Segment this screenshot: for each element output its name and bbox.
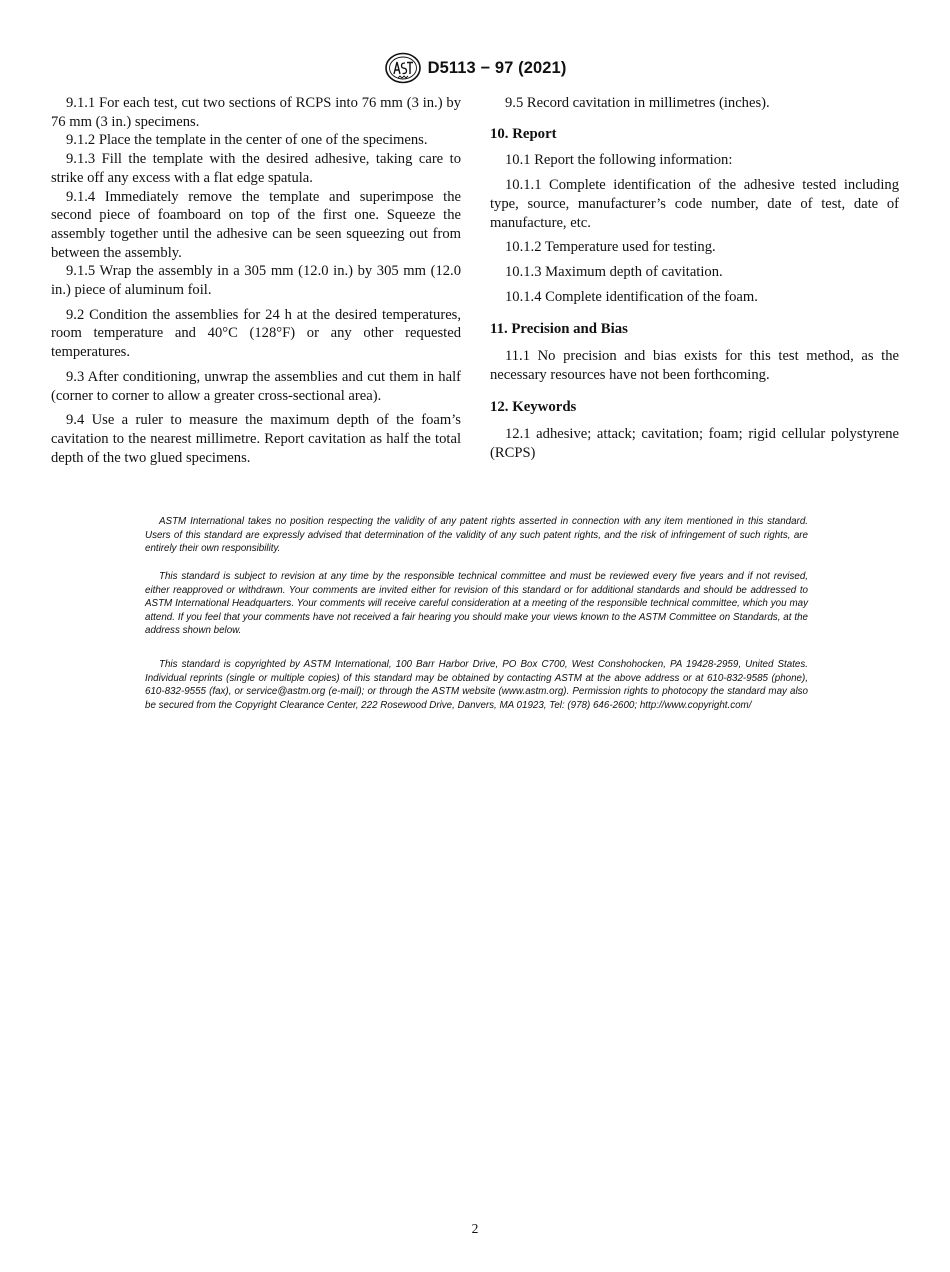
paragraph-10-1-2: 10.1.2 Temperature used for testing. [505,239,716,256]
paragraph-9-5: 9.5 Record cavitation in millimetres (inches). [505,95,770,111]
paragraph-9-1-2: 9.1.2 Place the template in the center of one of the specimens. [66,132,428,149]
section-heading-report: 10. Report [490,125,557,142]
paragraph-9-1-5: 9.1.5 Wrap the assembly in a 305 mm (12.0 in.) by 305 mm (12.0 in.) piece of aluminum foil. [51,263,461,299]
header-inner [384,52,567,84]
paragraph-9-2: 9.2 Condition the assemblies for 24 h at the desired temperatures, room temperature and 40°C (128°F) or any other requested temperatures. [51,306,461,361]
copyright-notice-text: This standard is copyrighted by ASTM International, 100 Barr Harbor Drive, PO Box C700, West Conshohocken, PA 19428-2959, United States. Individual reprints (single or multiple copies) of this standard may be obtained by contacting ASTM at the above address or at 610-832-9585 (phone), 610-832-9555 (fax), or service@astm.org (e-mail); or through the ASTM website (www.astm.org). Permission rights to photocopy the standard may also be secured from the Copyright Clearance Center, 222 Rosewood Drive, Danvers, MA 01923, Tel: (978) 646-2600; http://www.copyright.com/ [145,659,808,711]
paragraph-11-1: 11.1 No precision and bias exists for this test method, as the necessary resources have not been forthcoming. [490,348,899,383]
paragraph-12-1: 12.1 adhesive; attack; cavitation; foam; rigid cellular polystyrene (RCPS) [490,426,899,461]
page-number: 2 [471,1221,479,1236]
revision-notice [145,570,808,638]
page-header [0,52,950,89]
patent-notice [145,515,808,556]
section-heading-keywords: 12. Keywords [490,399,577,416]
right-column [490,94,899,463]
paragraph-9-1-1: 9.1.1 For each test, cut two sections of RCPS into 76 mm (3 in.) by 76 mm (3 in.) specimens. [51,95,461,130]
paragraph-10-1: 10.1 Report the following information: [505,152,733,169]
paragraph-9-3: 9.3 After conditioning, unwrap the assemblies and cut them in half (corner to corner to allow a greater cross-sectional area). [51,368,461,404]
paragraph-10-1-4: 10.1.4 Complete identification of the foam. [505,288,758,305]
section-heading-precision-bias: 11. Precision and Bias [490,321,628,338]
paragraph-10-1-3: 10.1.3 Maximum depth of cavitation. [505,263,723,280]
paragraph-9-1-4: 9.1.4 Immediately remove the template and superimpose the second piece of foamboard on top of the first one. Squeeze the assembly together until the adhesive can be seen squeezing out from between the assembly. [51,188,461,261]
paragraph-9-4: 9.4 Use a ruler to measure the maximum depth of the foam’s cavitation to the nearest millimetre. Report cavitation as half the total depth of the two glued specimens. [51,412,461,466]
left-column [51,94,461,467]
copyright-notice [145,658,808,712]
paragraph-9-1-3: 9.1.3 Fill the template with the desired adhesive, taking care to strike off any excess with a flat edge spatula. [51,151,461,186]
paragraph-10-1-1: 10.1.1 Complete identification of the adhesive tested including type, source, manufacturer’s code number, date of test, date of manufacture, etc. [490,177,899,231]
astm-logo-icon [384,52,422,84]
standard-designation: D5113 − 97 (2021) [427,58,567,77]
patent-notice-text: ASTM International takes no position respecting the validity of any patent rights asserted in connection with any item mentioned in this standard. Users of this standard are expressly advised that determination of the validity of any such patent rights, and the risk of infringement of such rights, are entirely their own responsibility. [145,516,808,555]
revision-notice-text: This standard is subject to revision at any time by the responsible technical committee and must be reviewed every five years and if not revised, either reapproved or withdrawn. Your comments are invited either for revision of this standard or for additional standards and should be addressed to ASTM International Headquarters. Your comments will receive careful consideration at a meeting of the responsible technical committee, which you may attend. If you feel that your comments have not received a fair hearing you should make your views known to the ASTM Committee on Standards, at the address shown below. [145,571,808,637]
